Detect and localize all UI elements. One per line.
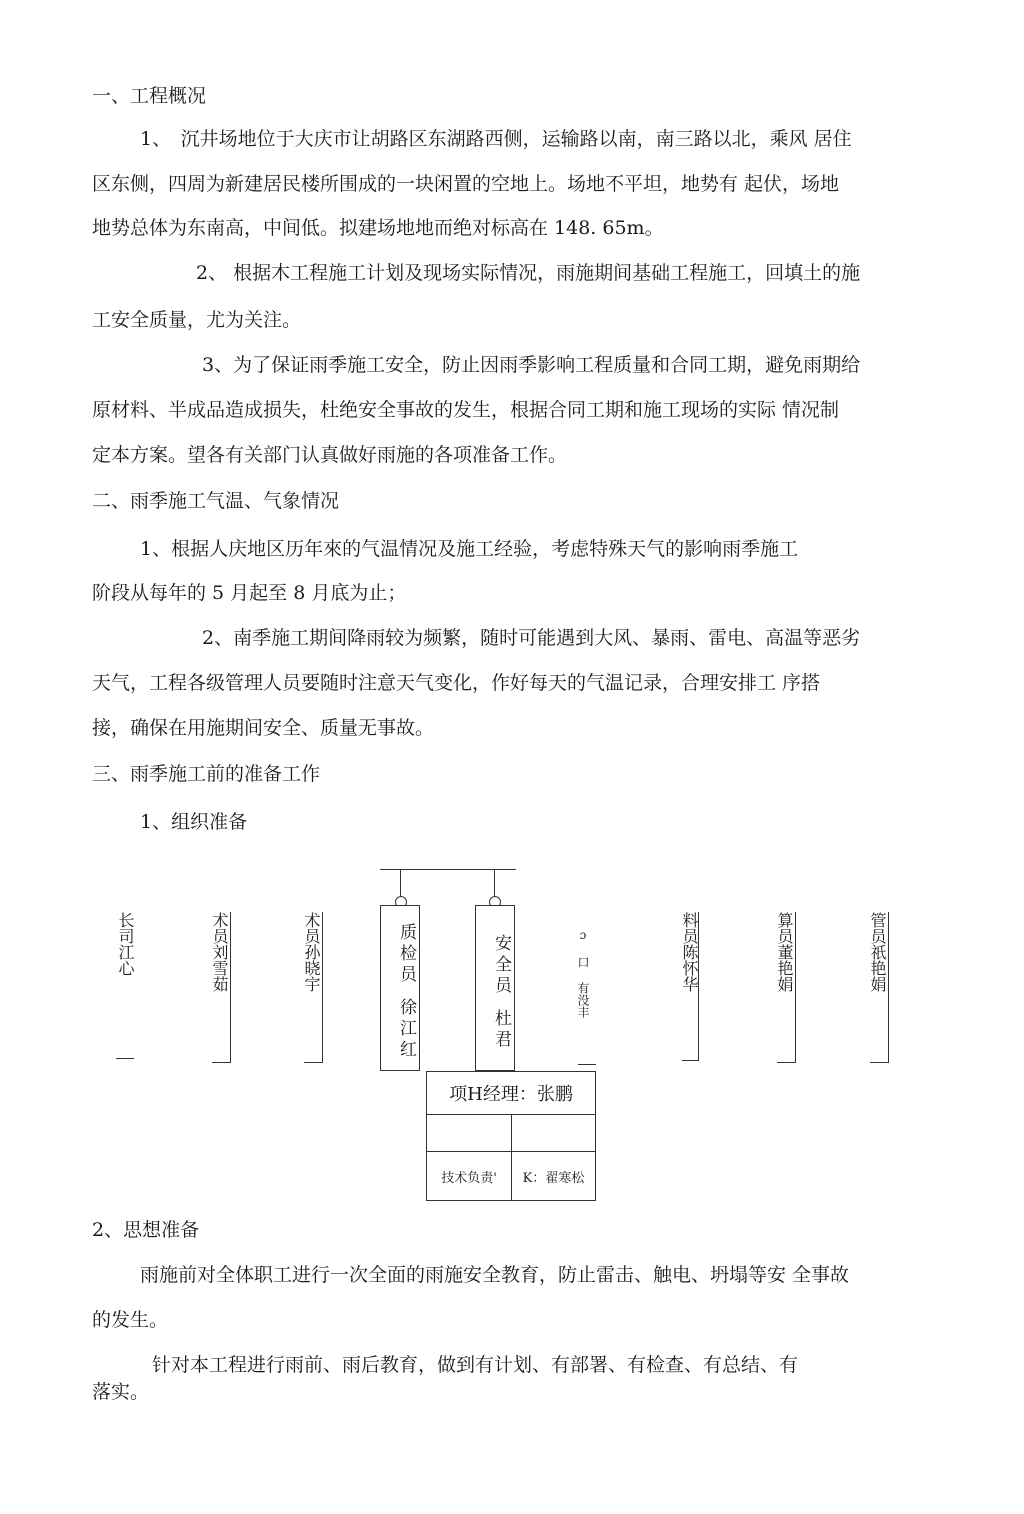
paragraph-line: 1、根据人庆地区历年來的气温情况及施工经验，考虑特殊天气的影响雨季施工: [140, 538, 799, 560]
subsection-title-mindset: 2、思想准备: [92, 1219, 200, 1241]
bracket-line: [682, 912, 699, 1061]
paragraph-line: 接，确保在用施期间安全、质量无事故。: [92, 717, 435, 739]
paragraph-line: 工安全质量，尤为关注。: [92, 309, 302, 331]
paragraph-line: 2、 根据木工程施工计划及现场实际情况，雨施期间基础工程施工，回填土的施: [196, 262, 861, 284]
bracket-line: [870, 912, 889, 1063]
project-manager-table: [426, 1071, 596, 1201]
paragraph-line: 定本方案。望各有关部门认真做好雨施的各项准备工作。: [92, 444, 568, 466]
table-cell-empty: [427, 1115, 512, 1152]
org-person-name: 徐江红: [396, 998, 416, 1061]
org-member-storekeeper: 管员祇艳娟: [868, 912, 887, 992]
table-cell-empty: [512, 1115, 596, 1152]
org-member-foreman: 长司江心: [116, 912, 135, 976]
section-title-overview: 一、工程概况: [92, 85, 207, 107]
paragraph-line: 落实。: [92, 1381, 150, 1403]
bracket-line: [212, 912, 231, 1063]
paragraph-line: 阶段从每年的 5 月起至 8 月底为止；: [92, 582, 407, 604]
paragraph-line: 2、南季施工期间降雨较为频繁，随时可能遇到大风、暴雨、雷电、高温等恶劣: [202, 627, 861, 649]
bracket-line: [116, 1058, 134, 1059]
paragraph-line: 原材料、半成品造成损失，杜绝安全事故的发生，根据合同工期和施工现场的实际 情况制: [92, 399, 840, 421]
paragraph-line: 雨施前对全体职工进行一次全面的雨施安全教育，防止雷击、触电、坍塌等安 全事故: [140, 1264, 850, 1286]
paragraph-line: 1、 沉井场地位于大庆市让胡路区东湖路西侧，运输路以南，南三路以北，乘风 居住: [140, 128, 852, 150]
org-member-unclear: ɔ 口 有没丰: [576, 928, 590, 1018]
subsection-title-organization: 1、组织准备: [140, 811, 248, 833]
tech-lead-label: 技术负责': [427, 1152, 512, 1201]
paragraph-line: 的发生。: [92, 1309, 169, 1331]
section-title-weather: 二、雨季施工气温、气象情况: [92, 490, 340, 512]
bracket-line: [578, 1064, 596, 1065]
paragraph-line: 针对本工程进行雨前、雨后教育，做到有计划、有部署、有检查、有总结、有: [152, 1354, 799, 1376]
org-role-label: 质检员: [396, 923, 416, 986]
org-person-name: 杜君: [491, 1008, 511, 1051]
org-box-quality-inspector: [380, 905, 420, 1071]
paragraph-line: 3、为了保证雨季施工安全，防止因雨季影响工程质量和合同工期，避免雨期给: [202, 354, 861, 376]
org-box-safety-officer: [475, 905, 515, 1071]
org-role-label: 安全员: [491, 933, 511, 997]
section-title-preparation: 三、雨季施工前的准备工作: [92, 763, 321, 785]
bracket-line: [304, 912, 323, 1063]
tech-lead-name: K：翟寒松: [512, 1152, 596, 1201]
project-manager-title: 项H经理：张鹏: [427, 1072, 596, 1115]
paragraph-line: 地势总体为东南高，中间低。拟建场地地而绝对标高在 148. 65m。: [92, 217, 664, 239]
org-member-technician-sun: 术员孙晓宇: [302, 912, 321, 992]
bracket-line: [777, 912, 796, 1063]
org-member-technician-liu: 术员刘雪茹: [210, 912, 229, 992]
org-member-budget-dong: 算员董艳娟: [775, 912, 794, 992]
org-member-materials-chen: 料员陈怀华: [680, 912, 699, 992]
paragraph-line: 区东侧，四周为新建居民楼所围成的一块闲置的空地上。场地不平坦，地势有 起伏，场地: [92, 173, 840, 195]
paragraph-line: 天气，工程各级管理人员要随时注意天气变化，作好每天的气温记录，合理安排工 序搭: [92, 672, 821, 694]
